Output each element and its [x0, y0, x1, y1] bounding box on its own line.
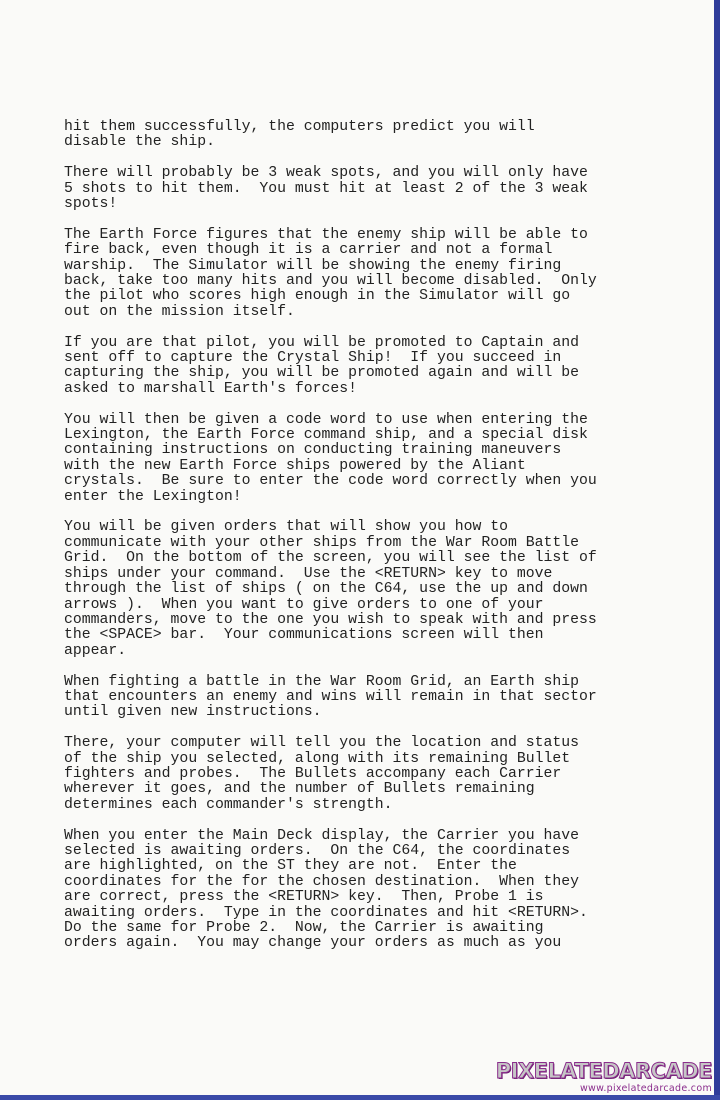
- watermark-title: PIXELATEDARCADE: [495, 1059, 712, 1083]
- paragraph-3: The Earth Force figures that the enemy ship will be able to fire back, even though it is a carrier and not a formal warship. The Simulator will be showing the enemy firing back, take too many hits and you will become disabled. Only the pilot who scores high enough in the Simulator will go out on the mission itself.: [64, 226, 597, 320]
- paragraph-9: When you enter the Main Deck display, the Carrier you have selected is awaiting orders. On the C64, the coordinates are highlighted, on the ST they are not. Enter the coordinates for the for the chosen destination. When they are correct, press the <RETURN> key. Then, Probe 1 is awaiting orders. Type in the coordinates and hit <RETURN>. Do the same for Probe 2. Now, the Carrier is awaiting orders again. You may change your orders as much as you: [64, 827, 588, 952]
- paragraph-5: You will then be given a code word to use when entering the Lexington, the Earth Force command ship, and a special disk containing instructions on conducting training maneuvers with the new Earth Force ships powered by the Aliant crystals. Be sure to enter the code word correctly when you enter the Lexington!: [64, 411, 597, 505]
- paragraph-8: There, your computer will tell you the location and status of the ship you selected, along with its remaining Bullet fighters and probes. The Bullets accompany each Carrier wherever it goes, and the number of Bullets remaining determines each commander's strength.: [64, 735, 580, 813]
- paragraph-4: If you are that pilot, you will be promoted to Captain and sent off to capture the Crystal Ship! If you succeed in capturing the ship, you will be promoted again and will be asked to marshall Earth's forces!: [64, 334, 580, 397]
- scan-bottom-edge: [0, 1095, 720, 1100]
- scan-right-edge: [714, 0, 720, 1100]
- paragraph-6: You will be given orders that will show you how to communicate with your other ships from the War Room Battle Grid. On the bottom of the screen, you will see the list of ships under your command. Use the <RETURN> key to move through the list of ships ( on the C64, use the up and down arrows ). When you want to give orders to one of your commanders, move to the one you wish to speak with and press the <SPACE> bar. Your communications screen will then appear.: [64, 519, 597, 659]
- paragraph-7: When fighting a battle in the War Room Grid, an Earth ship that encounters an enemy and wins will remain in that sector until given new instructions.: [64, 673, 597, 721]
- watermark-url: www.pixelatedarcade.com: [579, 1083, 712, 1094]
- manual-text-block: [64, 120, 664, 967]
- watermark: [496, 1059, 712, 1094]
- paragraph-1: hit them successfully, the computers predict you will disable the ship.: [64, 119, 535, 151]
- paragraph-2: There will probably be 3 weak spots, and you will only have 5 shots to hit them. You must hit at least 2 of the 3 weak spots!: [64, 165, 588, 213]
